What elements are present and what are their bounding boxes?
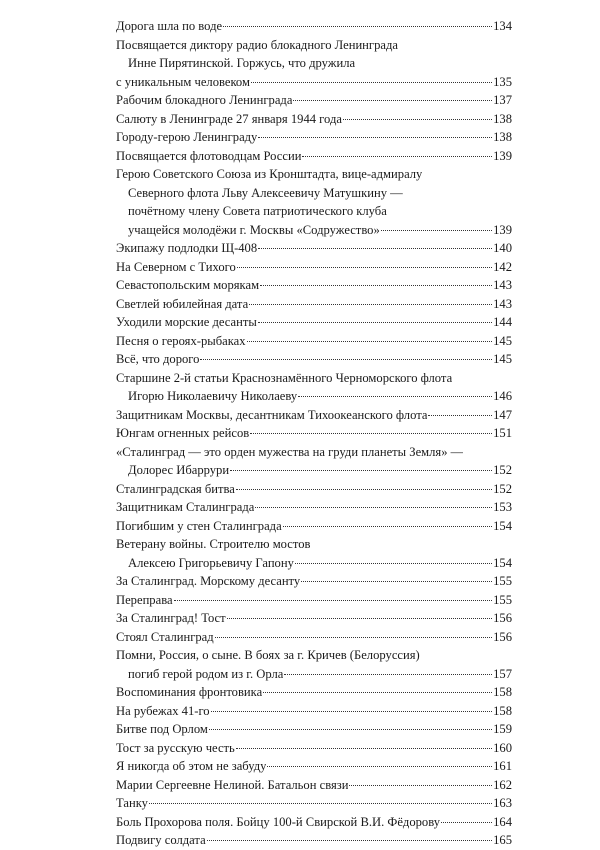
toc-entry	[116, 221, 512, 240]
toc-page-number: 137	[493, 93, 512, 107]
toc-entry	[116, 665, 512, 684]
dot-leader	[293, 100, 492, 101]
dot-leader	[298, 396, 492, 397]
toc-entry-title: Погибшим у стен Сталинграда	[116, 518, 282, 533]
dot-leader	[230, 470, 492, 471]
dot-leader	[263, 692, 492, 693]
toc-page-number: 160	[493, 740, 512, 755]
dot-leader	[284, 674, 492, 675]
toc-page-number: 145	[493, 352, 512, 366]
toc-entry-title: Помни, Россия, о сыне. В боях за г. Кричев (Белоруссия)	[116, 648, 420, 662]
toc-entry-title: Рабочим блокадного Ленинграда	[116, 93, 293, 107]
toc-page-number: 152	[493, 463, 512, 477]
toc-entry-title: Салюту в Ленинграде 27 января 1944 года	[116, 111, 342, 126]
toc-entry-title: почётному члену Совета патриотического клуба	[128, 204, 387, 218]
toc-entry-line	[116, 54, 512, 73]
toc-entry-title: Уходили морские десанты	[116, 315, 257, 329]
toc-entry-title: учащейся молодёжи г. Москвы «Содружество»	[128, 222, 380, 237]
toc-entry	[116, 628, 512, 647]
toc-entry-title: Светлей юбилейная дата	[116, 296, 249, 311]
toc-entry-title: погиб герой родом из г. Орла	[128, 666, 284, 681]
toc-entry-title: Я никогда об этом не забуду	[116, 759, 267, 773]
toc-page-number: 159	[493, 722, 512, 736]
toc-page-number: 140	[493, 241, 512, 255]
toc-entry	[116, 110, 512, 129]
toc-entry	[116, 591, 512, 610]
toc-entry-title: Воспоминания фронтовика	[116, 685, 263, 699]
toc-entry-title: Северного флота Льву Алексеевичу Матушкину —	[128, 185, 403, 200]
toc-page-number: 154	[493, 518, 512, 533]
dot-leader	[428, 415, 492, 416]
dot-leader	[207, 840, 492, 841]
toc-page-number: 134	[493, 19, 512, 33]
toc-entry	[116, 128, 512, 147]
toc-entry	[116, 720, 512, 739]
toc-entry-title: «Сталинград — это орден мужества на груди планеты Земля» —	[116, 444, 464, 459]
dot-leader	[174, 600, 493, 601]
toc-entry-title: Битве под Орлом	[116, 722, 208, 736]
toc-entry-title: Герою Советского Союза из Кронштадта, вице-адмиралу	[116, 167, 423, 181]
toc-entry-title: На Северном с Тихого	[116, 259, 236, 274]
toc-page-number: 142	[493, 259, 512, 274]
toc-entry-title: За Сталинград. Морскому десанту	[116, 574, 301, 588]
dot-leader	[283, 526, 492, 527]
dot-leader	[200, 359, 492, 360]
toc-entry-title: На рубежах 41-го	[116, 703, 210, 718]
dot-leader	[237, 267, 492, 268]
toc-entry-title: Юнгам огненных рейсов	[116, 426, 250, 440]
toc-entry-title: Тост за русскую честь	[116, 740, 235, 755]
toc-page-number: 135	[493, 74, 512, 89]
toc-entry-title: Инне Пирятинской. Горжусь, что дружила	[128, 56, 356, 70]
toc-entry-title: Алексею Григорьевичу Гапону	[128, 555, 294, 570]
dot-leader	[258, 248, 492, 249]
toc-entry-title: Севастопольским морякам	[116, 278, 260, 292]
toc-entry-line	[116, 646, 512, 665]
toc-entry	[116, 554, 512, 573]
toc-entry-title: Подвигу солдата	[116, 833, 206, 847]
toc-entry	[116, 258, 512, 277]
toc-page-number: 164	[493, 814, 512, 829]
dot-leader	[227, 618, 492, 619]
toc-page-number: 163	[493, 796, 512, 810]
toc-entry-line	[116, 184, 512, 203]
toc-page-number: 151	[493, 426, 512, 440]
dot-leader	[267, 766, 492, 767]
toc-entry-line	[116, 369, 512, 388]
toc-entry-title: Всё, что дорого	[116, 352, 200, 366]
toc-entry-title: Стоял Сталинград	[116, 629, 214, 644]
dot-leader	[260, 285, 492, 286]
toc-entry-line	[116, 202, 512, 221]
toc-page-number: 161	[493, 759, 512, 773]
toc-entry-title: Марии Сергеевне Нелиной. Батальон связи	[116, 777, 349, 792]
dot-leader	[209, 729, 492, 730]
toc-entry	[116, 332, 512, 351]
toc-entry	[116, 350, 512, 369]
toc-page-number: 153	[493, 500, 512, 514]
dot-leader	[236, 489, 492, 490]
toc-entry	[116, 757, 512, 776]
toc-entry	[116, 295, 512, 314]
toc-page-number: 146	[493, 389, 512, 403]
toc-page-number: 154	[493, 555, 512, 570]
dot-leader	[349, 785, 492, 786]
dot-leader	[258, 322, 492, 323]
toc-entry	[116, 683, 512, 702]
dot-leader	[441, 822, 492, 823]
toc-page-number: 157	[493, 666, 512, 681]
toc-page-number: 162	[493, 777, 512, 792]
toc-entry-title: Боль Прохорова поля. Бойцу 100-й Свирской В.И. Фёдорову	[116, 814, 441, 829]
toc-entry-title: Игорю Николаевичу Николаеву	[128, 389, 298, 403]
toc-entry-title: Переправа	[116, 592, 173, 607]
toc-page-number: 155	[493, 574, 512, 588]
toc-entry-title: с уникальным человеком	[116, 74, 250, 89]
toc-entry	[116, 813, 512, 832]
toc-entry	[116, 517, 512, 536]
toc-entry-title: Сталинградская битва	[116, 481, 235, 496]
dot-leader	[236, 748, 492, 749]
toc-entry-title: Долорес Ибаррури	[128, 463, 230, 477]
toc-entry-title: Ветерану войны. Строителю мостов	[116, 537, 311, 551]
toc-entry	[116, 498, 512, 517]
dot-leader	[343, 119, 492, 120]
toc-page-number: 139	[493, 148, 512, 163]
dot-leader	[255, 507, 492, 508]
dot-leader	[215, 637, 492, 638]
toc-entry	[116, 147, 512, 166]
dot-leader	[223, 26, 492, 27]
toc-entry	[116, 572, 512, 591]
toc-entry	[116, 313, 512, 332]
toc-entry	[116, 406, 512, 425]
dot-leader	[301, 581, 492, 582]
toc-page-number: 155	[493, 592, 512, 607]
toc-entry	[116, 776, 512, 795]
toc-entry	[116, 831, 512, 850]
toc-entry-title: За Сталинград! Тост	[116, 611, 226, 625]
toc-entry	[116, 276, 512, 295]
toc-entry-title: Защитникам Сталинграда	[116, 500, 255, 514]
dot-leader	[251, 82, 492, 83]
dot-leader	[149, 803, 492, 804]
dot-leader	[258, 137, 492, 138]
toc-entry-line	[116, 165, 512, 184]
toc-page-number: 143	[493, 278, 512, 292]
toc-entry	[116, 424, 512, 443]
toc-entry	[116, 480, 512, 499]
toc-entry	[116, 17, 512, 36]
toc-page-number: 145	[493, 333, 512, 348]
toc-entry	[116, 73, 512, 92]
dot-leader	[302, 156, 492, 157]
toc-entry-line	[116, 36, 512, 55]
dot-leader	[295, 563, 492, 564]
toc-page-number: 144	[493, 315, 512, 329]
toc-page-number: 158	[493, 703, 512, 718]
table-of-contents	[116, 17, 512, 850]
dot-leader	[211, 711, 493, 712]
toc-entry-title: Защитникам Москвы, десантникам Тихоокеанского флота	[116, 407, 428, 422]
toc-page-number: 165	[493, 833, 512, 847]
toc-entry	[116, 239, 512, 258]
toc-page-number: 158	[493, 685, 512, 699]
toc-page-number: 156	[493, 611, 512, 625]
toc-entry-title: Танку	[116, 796, 148, 810]
toc-entry-title: Дорога шла по воде	[116, 19, 223, 33]
toc-page-number: 147	[493, 407, 512, 422]
toc-entry-title: Старшине 2-й статьи Краснознамённого Черноморского флота	[116, 370, 453, 385]
toc-page-number: 156	[493, 629, 512, 644]
toc-entry	[116, 794, 512, 813]
dot-leader	[247, 341, 493, 342]
toc-entry	[116, 609, 512, 628]
toc-page-number: 138	[493, 111, 512, 126]
toc-page-number: 138	[493, 130, 512, 144]
toc-entry-title: Экипажу подлодки Щ-408	[116, 241, 258, 255]
toc-entry	[116, 387, 512, 406]
toc-entry	[116, 739, 512, 758]
toc-entry-line	[116, 443, 512, 462]
toc-entry	[116, 702, 512, 721]
toc-entry-title: Посвящается флотоводцам России	[116, 148, 302, 163]
toc-entry-line	[116, 535, 512, 554]
toc-page-number: 143	[493, 296, 512, 311]
toc-page-number: 152	[493, 481, 512, 496]
toc-entry-title: Городу-герою Ленинграду	[116, 130, 258, 144]
toc-entry	[116, 461, 512, 480]
dot-leader	[249, 304, 492, 305]
toc-entry-title: Песня о героях-рыбаках	[116, 333, 246, 348]
dot-leader	[250, 433, 492, 434]
toc-page-number: 139	[493, 222, 512, 237]
toc-entry	[116, 91, 512, 110]
toc-entry-title: Посвящается диктору радио блокадного Ленинграда	[116, 37, 398, 52]
dot-leader	[381, 230, 492, 231]
